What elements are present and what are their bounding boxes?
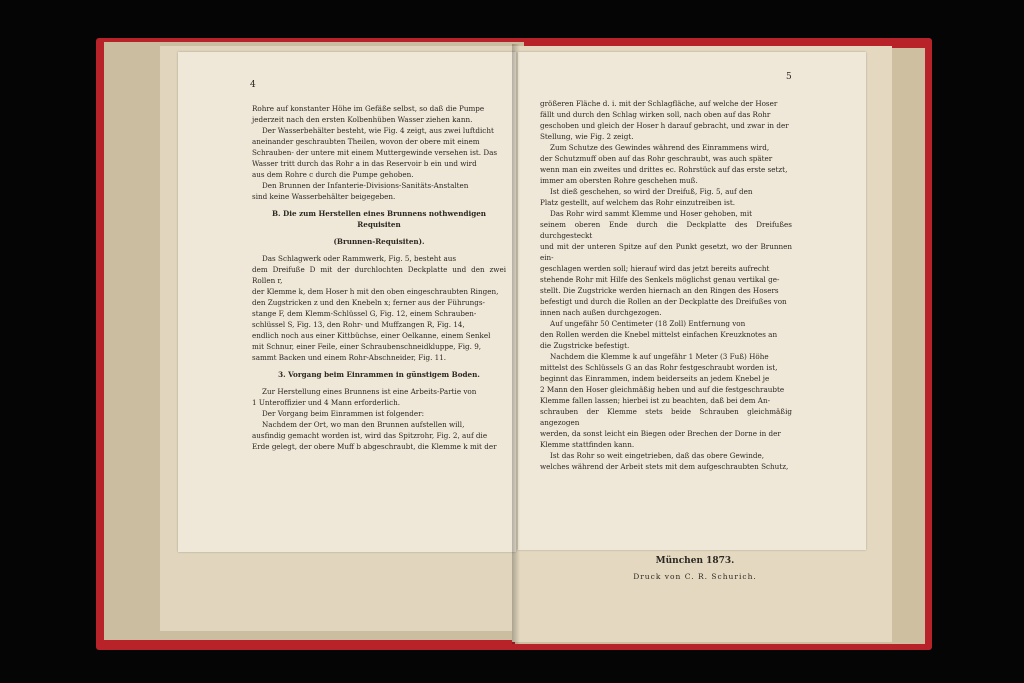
text-line: aus dem Rohre c durch die Pumpe gehoben.	[252, 170, 414, 179]
text-line: Stellung, wie Fig. 2 zeigt.	[540, 132, 634, 141]
text-line: Zum Schutze des Gewindes während des Einrammens wird,	[550, 143, 770, 152]
text-line: und mit der unteren Spitze auf den Punkt gesetzt, wo der Brunnen ein-	[540, 242, 792, 262]
text-line: Zur Herstellung eines Brunnens ist eine Arbeits-Partie von	[262, 387, 477, 396]
text-line: innen nach außen durchgezogen.	[540, 308, 662, 317]
text-line: beginnt das Einrammen, indem beiderseits an jedem Knebel je	[540, 374, 770, 383]
text-line: immer am obersten Rohre geschehen muß.	[540, 176, 698, 185]
text-line: welches während der Arbeit stets mit dem aufgeschraubten Schutz,	[540, 462, 789, 471]
text-line: dem Dreifuße D mit der durchlochten Deckplatte und den zwei Rollen r,	[252, 265, 506, 285]
text-line: 2 Mann den Hoser gleichmäßig heben und auf die festgeschraubte	[540, 385, 785, 394]
text-line: stehende Rohr mit Hilfe des Senkels möglichst genau vertikal ge-	[540, 275, 780, 284]
text-line: Wasser tritt durch das Rohr a in das Reservoir b ein und wird	[252, 159, 477, 168]
text-line: seinem oberen Ende durch die Deckplatte des Dreifußes durchgesteckt	[540, 220, 792, 240]
text-line: Der Wasserbehälter besteht, wie Fig. 4 zeigt, aus zwei luftdicht	[262, 126, 494, 135]
imprint-city: München 1873.	[655, 556, 735, 566]
text-line: Klemme stattfinden kann.	[540, 440, 635, 449]
text-line: Ist das Rohr so weit eingetrieben, daß das obere Gewinde,	[550, 451, 764, 460]
text-line: werden, da sonst leicht ein Biegen oder Brechen der Dorne in der	[540, 429, 781, 438]
text-line: schrauben der Klemme stets beide Schrauben gleichmäßig angezogen	[540, 407, 792, 427]
text-line: 3. Vorgang beim Einrammen in günstigem Boden.	[278, 370, 480, 379]
left-page-text	[252, 103, 506, 452]
text-line: den Rollen werden die Knebel mittelst einfachen Kreuzknotes an	[540, 330, 778, 339]
text-line: Nachdem die Klemme k auf ungefähr 1 Meter (3 Fuß) Höhe	[550, 352, 769, 361]
text-line: Klemme fallen lassen; hierbei ist zu beachten, daß bei dem An-	[540, 396, 771, 405]
text-line: jederzeit nach den ersten Kolbenhüben Wasser ziehen kann.	[252, 115, 473, 124]
text-line: fällt und durch den Schlag wirken soll, nach oben auf das Rohr	[540, 110, 771, 119]
page-number-left: 4	[250, 80, 256, 90]
text-line: Schrauben- der untere mit einem Muttergewinde versehen ist. Das	[252, 148, 498, 157]
text-line: Der Vorgang beim Einrammen ist folgender:	[262, 409, 425, 418]
text-line: Den Brunnen der Infanterie-Divisions-Sanitäts-Anstalten	[262, 181, 469, 190]
text-line: sammt Backen und einem Rohr-Abschneider, Fig. 11.	[252, 353, 447, 362]
text-line: stellt. Die Zugstricke werden hiernach an den Ringen des Hosers	[540, 286, 779, 295]
text-line: Das Schlagwerk oder Rammwerk, Fig. 5, besteht aus	[262, 254, 457, 263]
page-number-right: 5	[786, 72, 792, 82]
text-line: der Klemme k, dem Hoser h mit den oben eingeschraubten Ringen,	[252, 287, 499, 296]
text-line: geschoben und gleich der Hoser h darauf gebracht, und zwar in der	[540, 121, 789, 130]
text-line: ausfindig gemacht worden ist, wird das Spitzrohr, Fig. 2, auf die	[252, 431, 488, 440]
text-line: geschlagen werden soll; hierauf wird das jetzt bereits aufrecht	[540, 264, 770, 273]
text-line: 1 Unteroffizier und 4 Mann erforderlich.	[252, 398, 401, 407]
text-line: größeren Fläche d. i. mit der Schlagfläche, auf welche der Hoser	[540, 99, 778, 108]
text-line: die Zugstricke befestigt.	[540, 341, 630, 350]
book-gutter	[512, 44, 520, 644]
text-line: Rohre auf konstanter Höhe im Gefäße selbst, so daß die Pumpe	[252, 104, 485, 113]
text-line: wenn man ein zweites und drittes ec. Rohrstück auf das erste setzt,	[540, 165, 788, 174]
text-line: B. Die zum Herstellen eines Brunnens nothwendigen Requisiten	[271, 209, 487, 229]
text-line: Erde gelegt, der obere Muff b abgeschraubt, die Klemme k mit der	[252, 442, 497, 451]
text-line: (Brunnen-Requisiten).	[333, 237, 425, 246]
text-line: stange F, dem Klemm-Schlüssel G, Fig. 12, einem Schrauben-	[252, 309, 477, 318]
text-line: Ist dieß geschehen, so wird der Dreifuß, Fig. 5, auf den	[550, 187, 753, 196]
imprint-printer: Druck von C. R. Schurich.	[633, 572, 757, 581]
text-line: mittelst des Schlüssels G an das Rohr festgeschraubt worden ist,	[540, 363, 778, 372]
text-line: Auf ungefähr 50 Centimeter (18 Zoll) Entfernung von	[550, 319, 746, 328]
text-line: den Zugstricken z und den Knebeln x; ferner aus der Führungs-	[252, 298, 485, 307]
text-line: aneinander geschraubten Theilen, wovon der obere mit einem	[252, 137, 480, 146]
text-line: endlich noch aus einer Kittbüchse, einer Oelkanne, einem Senkel	[252, 331, 491, 340]
text-line: befestigt und durch die Rollen an der Deckplatte des Dreifußes von	[540, 297, 787, 306]
text-line: mit Schnur, einer Feile, einer Schraubenschneidkluppe, Fig. 9,	[252, 342, 482, 351]
text-line: schlüssel S, Fig. 13, den Rohr- und Muffzangen R, Fig. 14,	[252, 320, 465, 329]
text-line: der Schutzmuff oben auf das Rohr geschraubt, was auch später	[540, 154, 773, 163]
text-line: Nachdem der Ort, wo man den Brunnen aufstellen will,	[262, 420, 465, 429]
text-line: Platz gestellt, auf welchem das Rohr einzutreiben ist.	[540, 198, 736, 207]
text-line: Das Rohr wird sammt Klemme und Hoser gehoben, mit	[550, 209, 753, 218]
right-page-text	[540, 98, 792, 472]
text-line: sind keine Wasserbehälter beigegeben.	[252, 192, 396, 201]
